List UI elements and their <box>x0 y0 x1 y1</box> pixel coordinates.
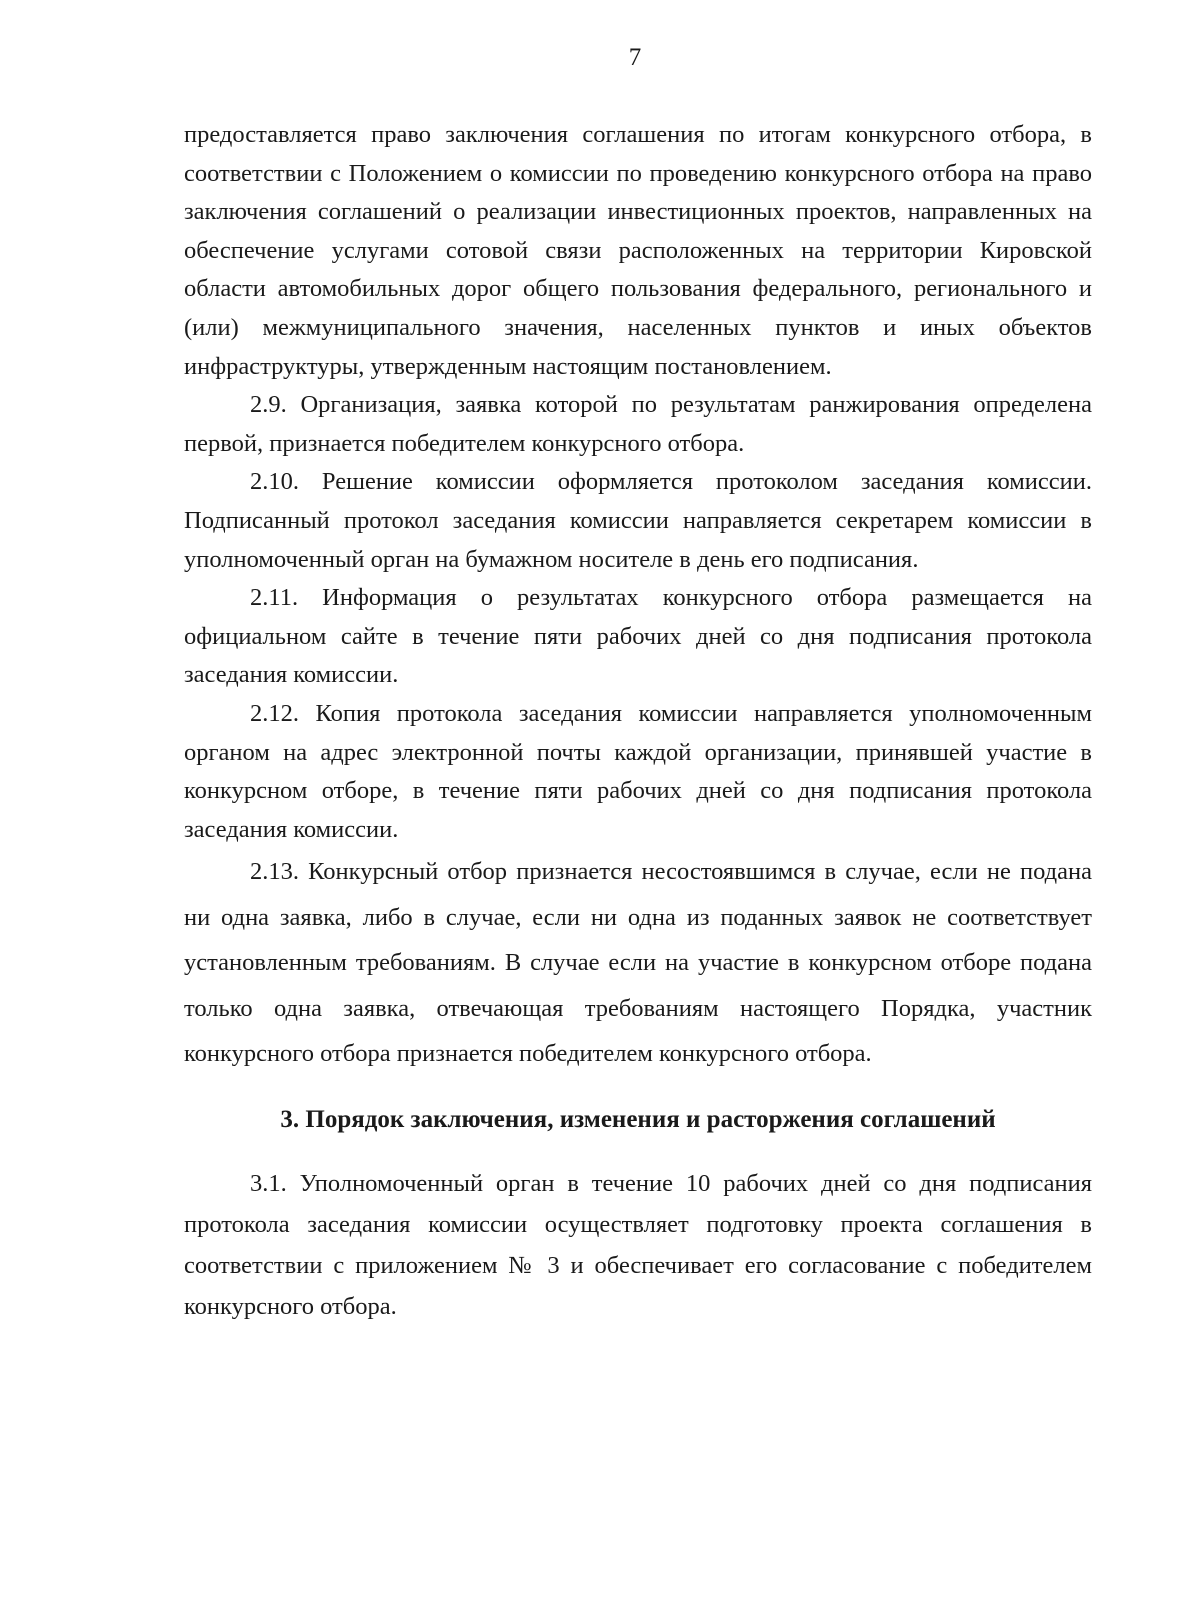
paragraph-2-9: 2.9. Организация, заявка которой по результатам ранжирования определена первой, признается победителем конкурсного отбора. <box>184 391 1092 457</box>
paragraph-2-12: 2.12. Копия протокола заседания комиссии направляется уполномоченным органом на адрес электронной почты каждой организации, принявшей участие в конкурсном отборе, в течение пяти рабочих дней со дня подписания протокола заседания комиссии. <box>184 699 1092 843</box>
page-number: 7 <box>628 44 642 71</box>
document-body <box>184 116 1092 1327</box>
paragraph-continuation: предоставляется право заключения соглашения по итогам конкурсного отбора, в соответствии с Положением о комиссии по проведению конкурсного отбора на право заключения соглашений о реализации инвестиционных проектов, направленных на обеспечение услугами сотовой связи расположенных на территории Кировской области автомобильных дорог общего пользования федерального, регионального и (или) межмуниципального значения, населенных пунктов и иных объектов инфраструктуры, утвержденным настоящим постановлением. <box>184 121 1092 380</box>
paragraph-3-1: 3.1. Уполномоченный орган в течение 10 рабочих дней со дня подписания протокола заседания комиссии осуществляет подготовку проекта соглашения в соответствии с приложением № 3 и обеспечивает его согласование с победителем конкурсного отбора. <box>184 1169 1092 1320</box>
paragraph-2-13: 2.13. Конкурсный отбор признается несостоявшимся в случае, если не подана ни одна заявка, либо в случае, если ни одна из поданных заявок не соответствует установленным требованиям. В случае если на участие в конкурсном отборе подана только одна заявка, отвечающая требованиям настоящего Порядка, участник конкурсного отбора признается победителем конкурсного отбора. <box>184 858 1092 1068</box>
paragraph-2-11: 2.11. Информация о результатах конкурсного отбора размещается на официальном сайте в течение пяти рабочих дней со дня подписания протокола заседания комиссии. <box>184 584 1092 689</box>
paragraph-2-10: 2.10. Решение комиссии оформляется протоколом заседания комиссии. Подписанный протокол заседания комиссии направляется секретарем комиссии в уполномоченный орган на бумажном носителе в день его подписания. <box>184 468 1092 573</box>
section-heading-3: 3. Порядок заключения, изменения и расторжения соглашений <box>280 1105 996 1133</box>
